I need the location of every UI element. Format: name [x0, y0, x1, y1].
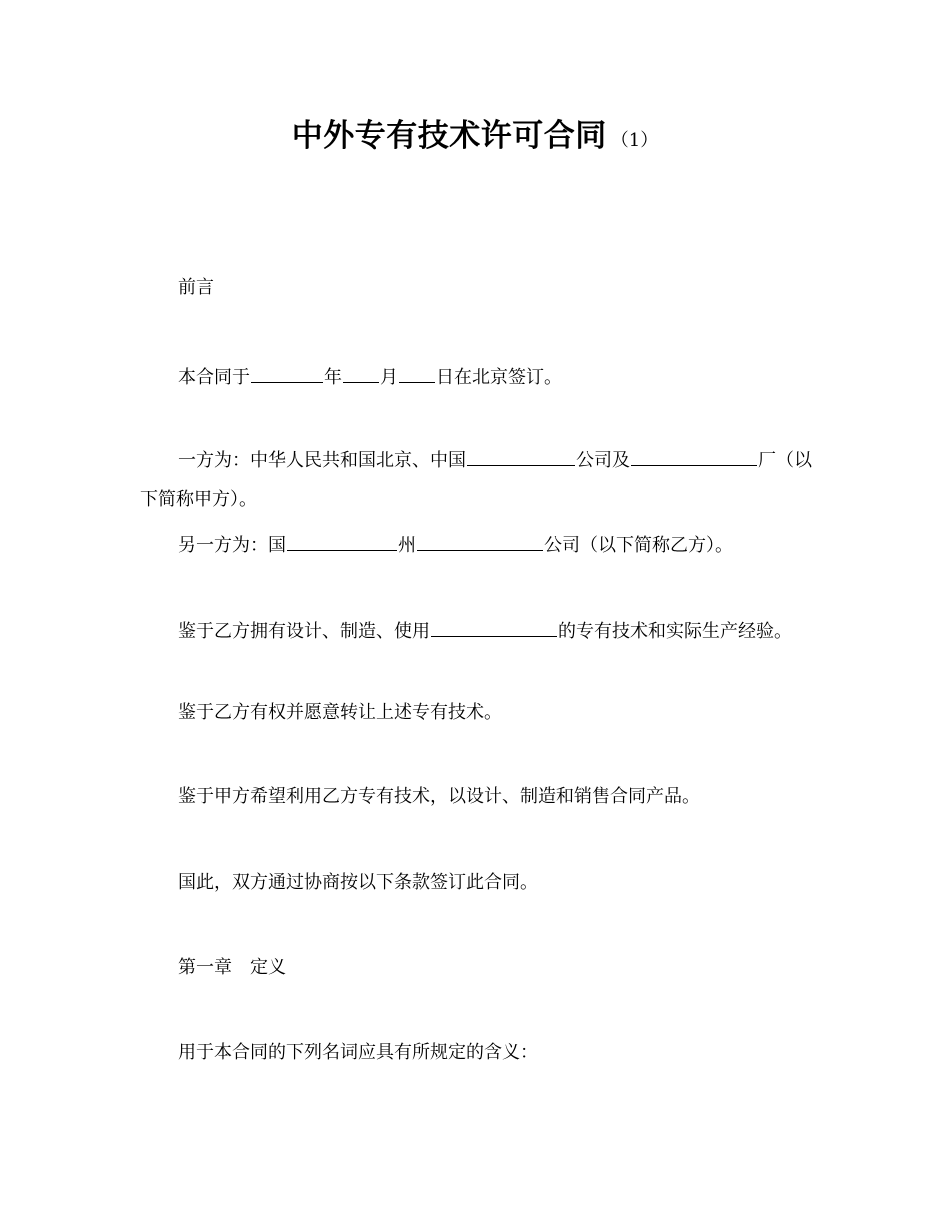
party-a-company-blank	[467, 447, 575, 466]
whereas-clause-1	[178, 618, 792, 643]
chapter-1-heading	[178, 957, 286, 979]
party-b-text-3: 公司（以下简称乙方）。	[544, 535, 733, 556]
day-blank	[399, 364, 435, 383]
party-a-text-1: 一方为：中华人民共和国北京、中国	[178, 450, 466, 471]
whereas-clause-3: 鉴于甲方希望利用乙方专有技术，以设计、制造和销售合同产品。	[178, 786, 700, 807]
document-title-suffix: （1）	[610, 130, 659, 151]
party-a-line-2: 下简称甲方）。	[140, 489, 257, 510]
party-b-line	[178, 532, 733, 557]
therefore-clause: 国此，双方通过协商按以下条款签订此合同。	[178, 872, 538, 893]
party-b-text-1: 另一方为：国	[178, 535, 286, 556]
party-a-line-1	[178, 447, 812, 472]
party-b-country-blank	[287, 532, 397, 551]
signing-date-line	[178, 364, 562, 389]
party-a-factory-blank	[631, 447, 757, 466]
document-title-block	[0, 110, 950, 155]
party-b-state-blank	[417, 532, 543, 551]
whereas-1-text-2: 的专有技术和实际生产经验。	[558, 621, 792, 642]
definitions-intro: 用于本合同的下列名词应具有所规定的含义：	[178, 1042, 538, 1063]
whereas-1-text-1: 鉴于乙方拥有设计、制造、使用	[178, 621, 430, 642]
party-a-text-3: 厂（以	[758, 450, 812, 471]
chapter-1-title: 定义	[250, 957, 286, 978]
preface-heading: 前言	[178, 277, 214, 298]
whereas-clause-2: 鉴于乙方有权并愿意转让上述专有技术。	[178, 702, 502, 723]
year-blank	[251, 364, 323, 383]
signing-text-2: 年	[324, 367, 342, 388]
month-blank	[343, 364, 379, 383]
signing-text-3: 月	[380, 367, 398, 388]
document-title: 中外专有技术许可合同	[291, 118, 607, 154]
chapter-1-number: 第一章	[178, 957, 232, 978]
party-b-text-2: 州	[398, 535, 416, 556]
whereas-1-product-blank	[431, 618, 557, 637]
signing-text-1: 本合同于	[178, 367, 250, 388]
signing-text-4: 日在北京签订。	[436, 367, 562, 388]
party-a-text-2: 公司及	[576, 450, 630, 471]
